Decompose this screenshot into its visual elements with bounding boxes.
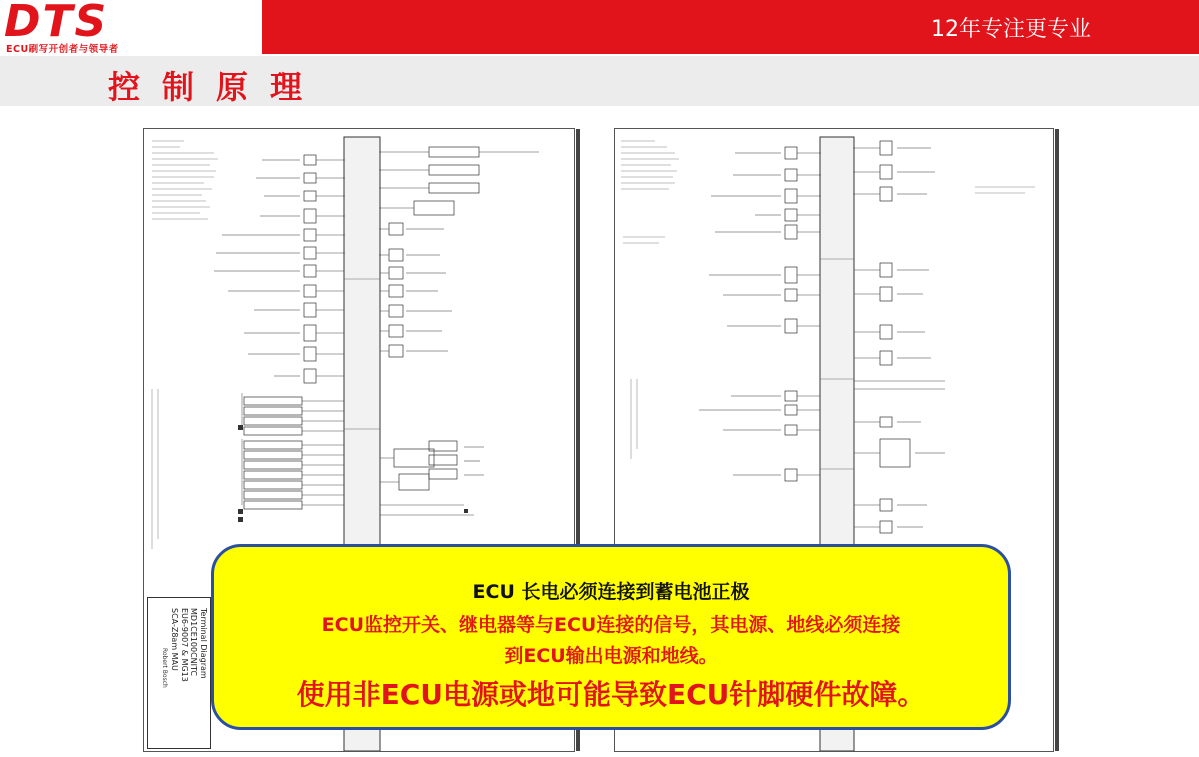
titleblock: [147, 597, 211, 749]
callout-line-signal: ECU监控开关、继电器等与ECU连接的信号，其电源、地线必须连接: [321, 614, 901, 636]
warning-callout: [211, 544, 1011, 730]
header-bar: [262, 0, 1199, 54]
titleblock-author: Robert Bosch: [161, 648, 168, 688]
logo-subtitle: ECU刷写开创者与领导者: [6, 44, 119, 55]
dts-logo: [4, 0, 144, 56]
logo-text: DTS: [4, 0, 109, 47]
titleblock-text: Terminal Diagram MD1CE100CNITC EU6-9007 & MG13 SCA-Z8am MAU: [170, 608, 208, 682]
sheet-shadow: [1055, 129, 1059, 751]
page-title: 控制原理: [108, 68, 325, 106]
callout-line-warning: 使用非ECU电源或地可能导致ECU针脚硬件故障。: [296, 678, 926, 711]
callout-line-signal-cont: 到ECU输出电源和地线。: [504, 645, 718, 667]
callout-line-battery: ECU 长电必须连接到蓄电池正极: [472, 581, 750, 603]
slogan: 12年专注更专业: [931, 17, 1091, 42]
